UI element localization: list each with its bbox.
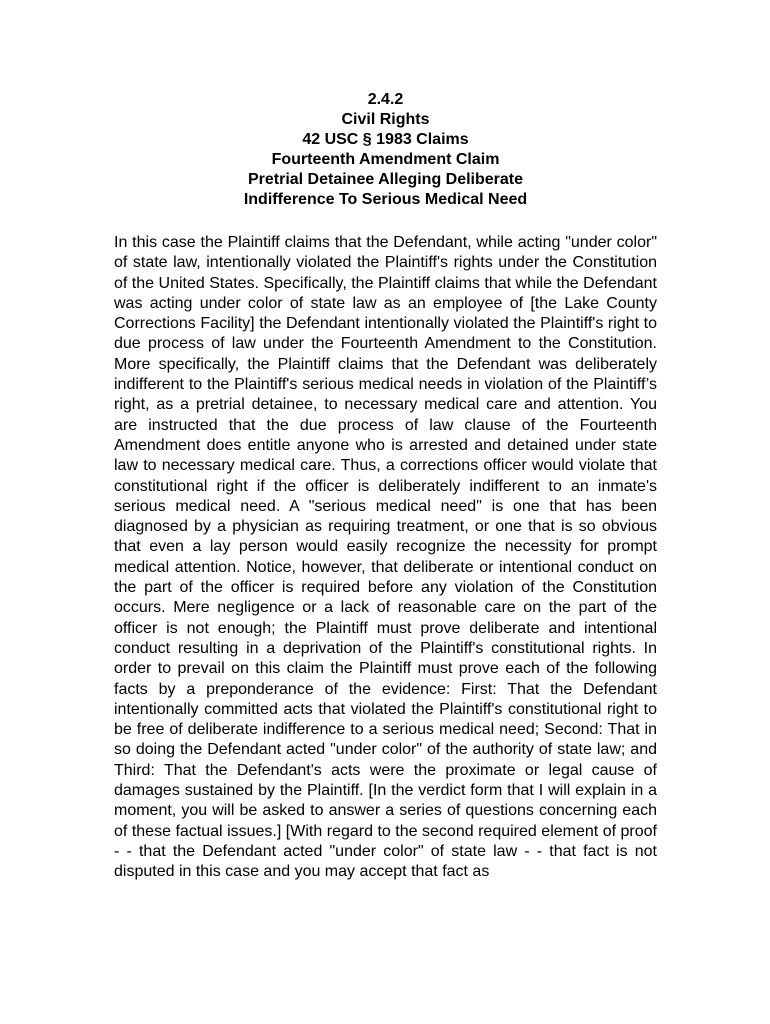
document-heading [114,90,657,210]
heading-line-usc-claims: 42 USC § 1983 Claims [302,131,469,148]
instruction-paragraph: In this case the Plaintiff claims that the Defendant, while acting "under color" of state law, intentionally violated the Plaintiff's rights under the Constitution of the United States. Specifically, the Plaintiff claims that while the Defendant was acting under color of state law as an employee of [the Lake County Corrections Facility] the Defendant intentionally violated the Plaintiff's right to due process of law under the Fourteenth Amendment to the Constitution. More specifically, the Plaintiff claims that the Defendant was deliberately indifferent to the Plaintiff's serious medical needs in violation of the Plaintiff’s right, as a pretrial detainee, to necessary medical care and attention. You are instructed that the due process of law clause of the Fourteenth Amendment does entitle anyone who is arrested and detained under state law to necessary medical care. Thus, a corrections officer would violate that constitutional right if the officer is deliberately indifferent to an inmate's serious medical need. A "serious medical need" is one that has been diagnosed by a physician as requiring treatment, or one that is so obvious that even a lay person would easily recognize the necessity for prompt medical attention. Notice, however, that deliberate or intentional conduct on the part of the officer is required before any violation of the Constitution occurs. Mere negligence or a lack of reasonable care on the part of the officer is not enough; the Plaintiff must prove deliberate and intentional conduct resulting in a deprivation of the Plaintiff's constitutional rights. In order to prevail on this claim the Plaintiff must prove each of the following facts by a preponderance of the evidence: First: That the Defendant intentionally committed acts that violated the Plaintiff's constitutional right to be free of deliberate indifference to a serious medical need; Second: That in so doing the Defendant acted "under color" of the authority of state law; and Third: That the Defendant's acts were the proximate or legal cause of damages sustained by the Plaintiff. [In the verdict form that I will explain in a moment, you will be asked to answer a series of questions concerning each of these factual issues.] [With regard to the second required element of proof - - that the Defendant acted "under color" of state law - - that fact is not disputed in this case and you may accept that fact as [114,234,657,881]
heading-line-pretrial-detainee: Pretrial Detainee Alleging Deliberate [247,171,524,188]
section-number: 2.4.2 [367,91,404,108]
document-page [114,90,657,883]
heading-line-civil-rights: Civil Rights [341,111,430,128]
heading-line-amendment-claim: Fourteenth Amendment Claim [271,151,500,168]
heading-line-medical-need: Indifference To Serious Medical Need [243,191,528,208]
